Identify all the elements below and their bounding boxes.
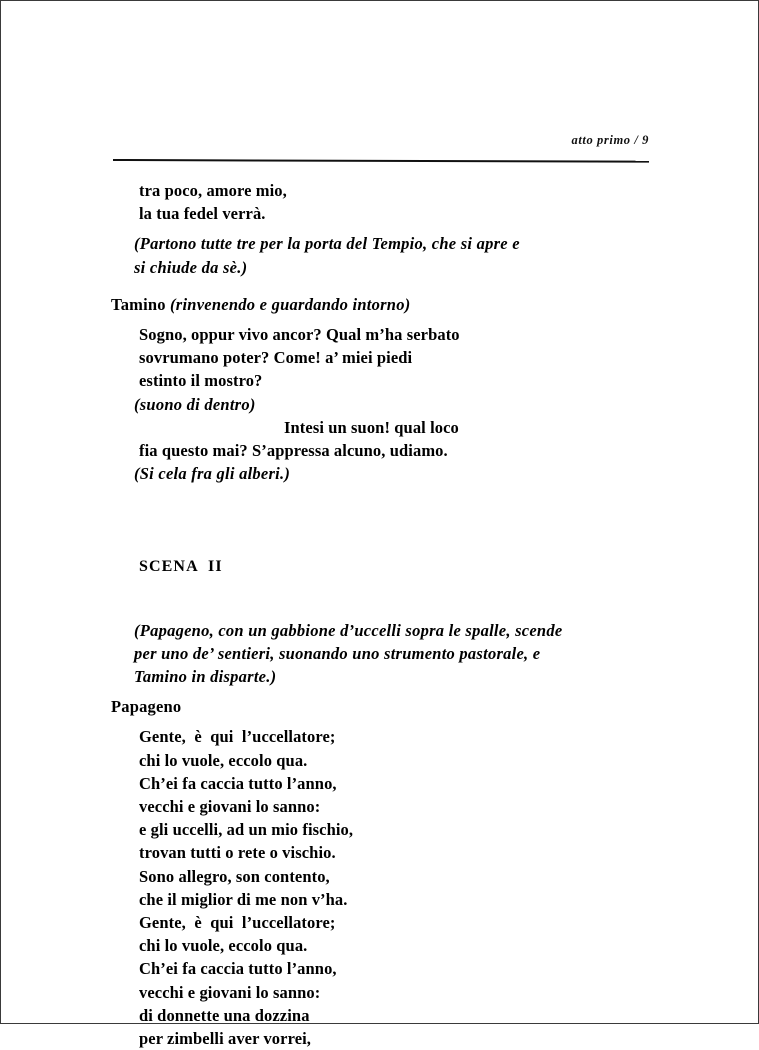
verse-line: Ch’ei fa caccia tutto l’anno, <box>139 773 337 793</box>
verse-line: vecchi e giovani lo sanno: <box>139 797 321 817</box>
speaker-line-papageno: Papageno <box>111 697 182 717</box>
verse-line: tra poco, amore mio, <box>139 181 287 200</box>
verse-line: fia questo mai? S’appressa alcuno, udiamo. <box>139 441 448 461</box>
speaker-name: Tamino <box>111 294 166 314</box>
spacer <box>111 485 656 525</box>
stage-direction-line: (Papageno, con un gabbione d’uccelli sopra le spalle, scende <box>134 620 563 640</box>
page-text-block <box>111 179 656 1050</box>
verse-line: Ch’ei fa caccia tutto l’anno, <box>139 959 337 979</box>
scene-heading: SCENA II <box>139 558 223 576</box>
verse-line: estinto il mostro? <box>139 371 263 391</box>
verse-line: Sogno, oppur vivo ancor? Qual m’ha serbato <box>139 325 460 345</box>
stage-direction-line: per uno de’ sentieri, suonando uno strumento pastorale, e <box>134 643 541 663</box>
speaker-line-tamino <box>111 293 656 316</box>
verse-line: chi lo vuole, eccolo qua. <box>139 936 308 956</box>
verse-line-indented: Intesi un suon! qual loco <box>284 417 459 437</box>
verse-line: e gli uccelli, ad un mio fischio, <box>139 820 354 840</box>
verse-line: la tua fedel verrà. <box>139 204 266 224</box>
aria-block <box>111 725 656 1050</box>
spacer <box>111 525 656 555</box>
spacer <box>111 316 656 323</box>
verse-line: di donnette una dozzina <box>139 1005 310 1025</box>
spacer <box>111 579 656 619</box>
stage-direction-line: Tamino in disparte.) <box>134 667 277 687</box>
verse-line: Sono allegro, son contento, <box>139 866 330 886</box>
spacer <box>111 718 656 725</box>
verse-line: per zimbelli aver vorrei, <box>139 1029 312 1049</box>
stage-direction-line: si chiude da sè.) <box>134 257 248 277</box>
stage-direction-line: (suono di dentro) <box>134 394 256 414</box>
verse-line: Gente, è qui l’uccellatore; <box>139 727 336 747</box>
verse-line: chi lo vuole, eccolo qua. <box>139 750 308 770</box>
stage-direction-line: (Partono tutte tre per la porta del Tempio, che si apre e <box>134 234 520 254</box>
spacer <box>111 225 656 232</box>
stage-direction-line: (Si cela fra gli alberi.) <box>134 464 291 484</box>
running-head: atto primo / 9 <box>571 133 649 147</box>
verse-line: trovan tutti o rete o vischio. <box>139 843 336 863</box>
verse-line: sovrumano poter? Come! a’ miei piedi <box>139 348 413 368</box>
header-rule <box>113 159 649 163</box>
verse-line: Gente, è qui l’uccellatore; <box>139 913 336 933</box>
verse-line: che il miglior di me non v’ha. <box>139 889 348 909</box>
spacer <box>111 279 656 293</box>
speaker-stage-direction: (rinvenendo e guardando intorno) <box>170 294 411 314</box>
spacer <box>111 688 656 695</box>
verse-line: vecchi e giovani lo sanno: <box>139 982 321 1002</box>
